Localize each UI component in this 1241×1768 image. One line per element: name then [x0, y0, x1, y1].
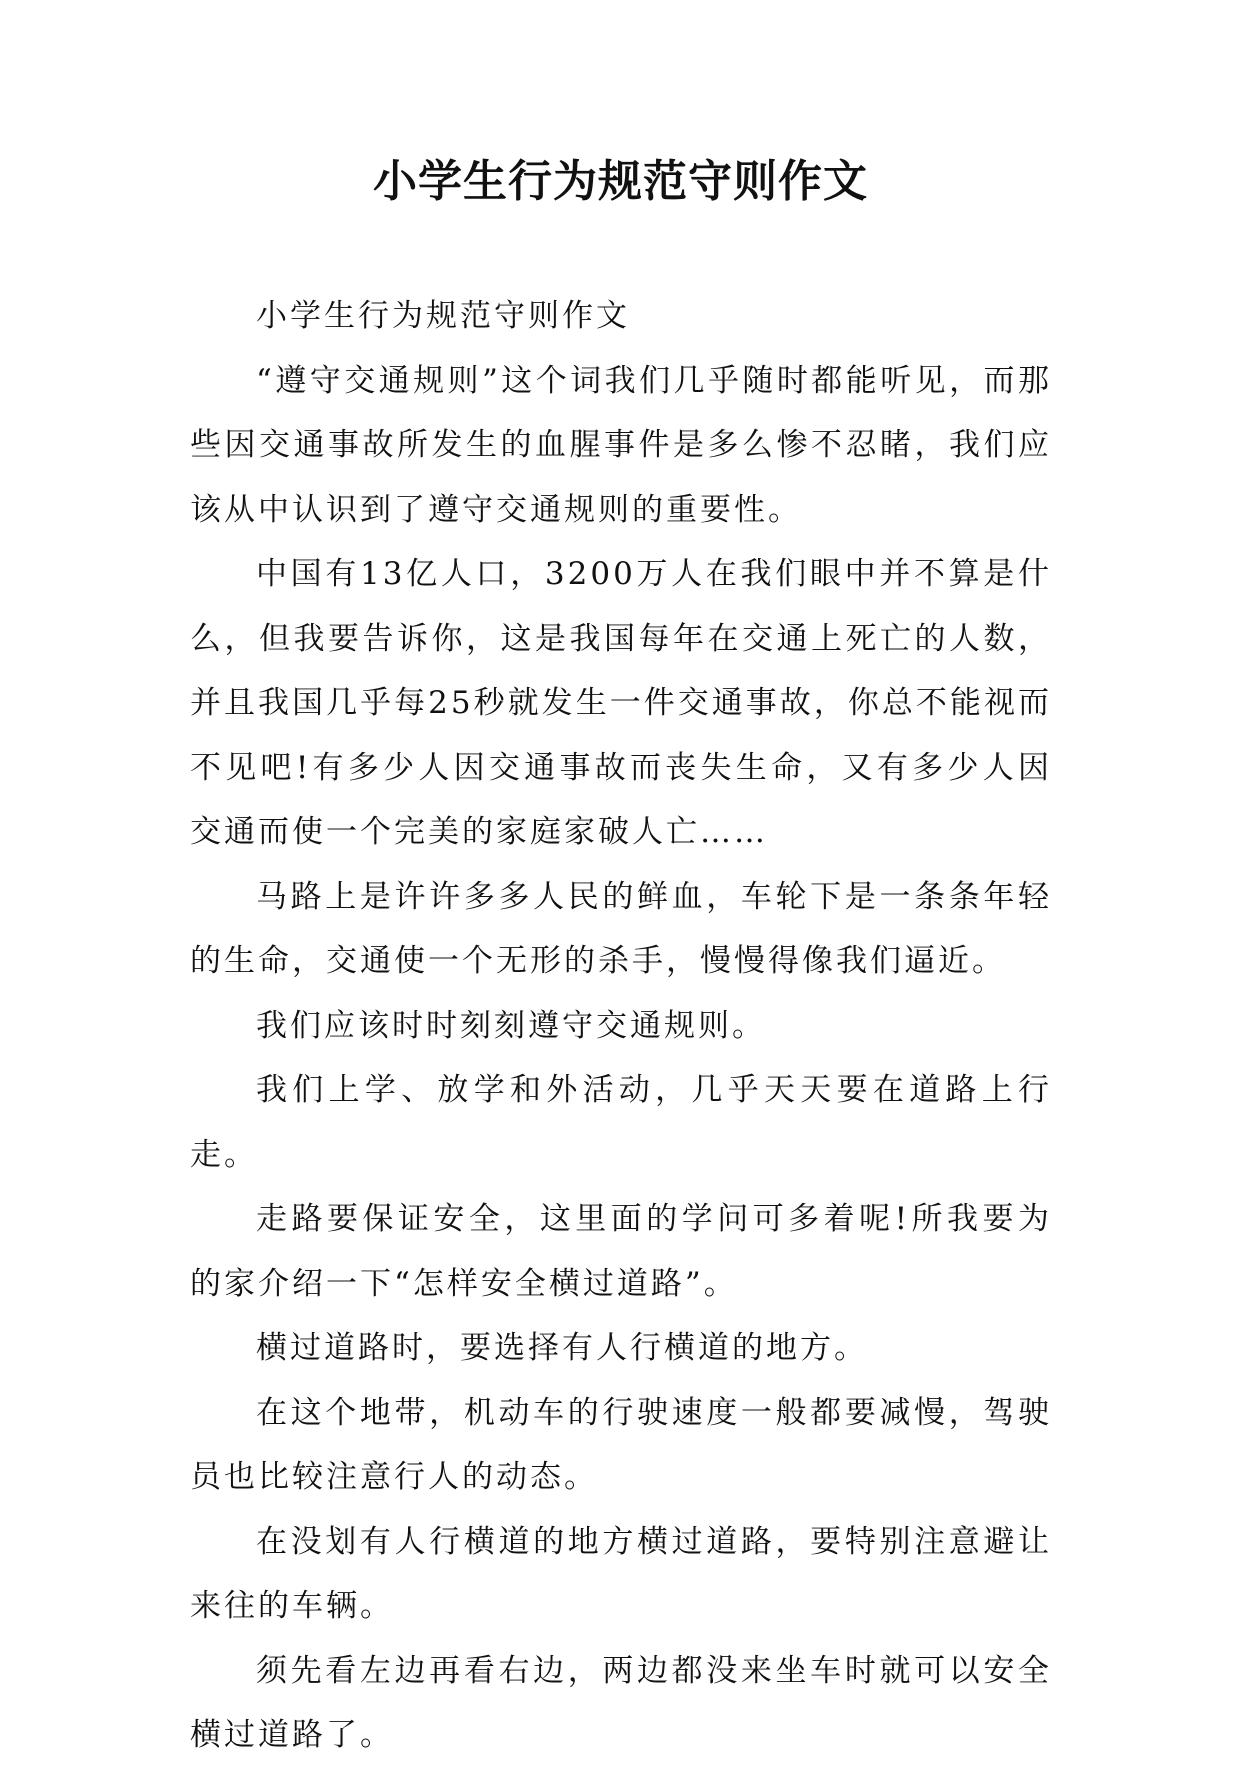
document-body: [190, 284, 1052, 1768]
paragraph: 横过道路时，要选择有人行横道的地方。: [256, 1330, 868, 1366]
paragraph: 我们上学、放学和外活动，几乎天天要在道路上行走。: [190, 1072, 1052, 1173]
paragraph: “遵守交通规则”这个词我们几乎随时都能听见，而那些因交通事故所发生的血腥事件是多么惨不忍睹，我们应该从中认识到了遵守交通规则的重要性。: [190, 362, 1052, 528]
paragraph: 我们应该时时刻刻遵守交通规则。: [256, 1007, 766, 1044]
paragraph: 在没划有人行横道的地方横过道路，要特别注意避让来往的车辆。: [190, 1523, 1052, 1624]
paragraph: 走路要保证安全，这里面的学问可多着呢!所我要为的家介绍一下“怎样安全横过道路”。: [190, 1201, 1052, 1302]
paragraph: 马路上是许许多多人民的鲜血，车轮下是一条条年轻的生命，交通使一个无形的杀手，慢慢得像我们逼近。: [190, 878, 1052, 979]
document-title: 小学生行为规范守则作文: [373, 156, 868, 207]
paragraph: 在这个地带，机动车的行驶速度一般都要减慢，驾驶员也比较注意行人的动态。: [190, 1394, 1052, 1495]
paragraph: 须先看左边再看右边，两边都没来坐车时就可以安全横过道路了。: [190, 1652, 1052, 1753]
paragraph: 中国有13亿人口，3200万人在我们眼中并不算是什么，但我要告诉你，这是我国每年在交通上死亡的人数，并且我国几乎每25秒就发生一件交通事故，你总不能视而不见吧!有多少人因交通事故而丧失生命，又有多少人因交通而使一个完美的家庭家破人亡……: [190, 556, 1052, 850]
paragraph-subtitle: 小学生行为规范守则作文: [256, 298, 630, 334]
